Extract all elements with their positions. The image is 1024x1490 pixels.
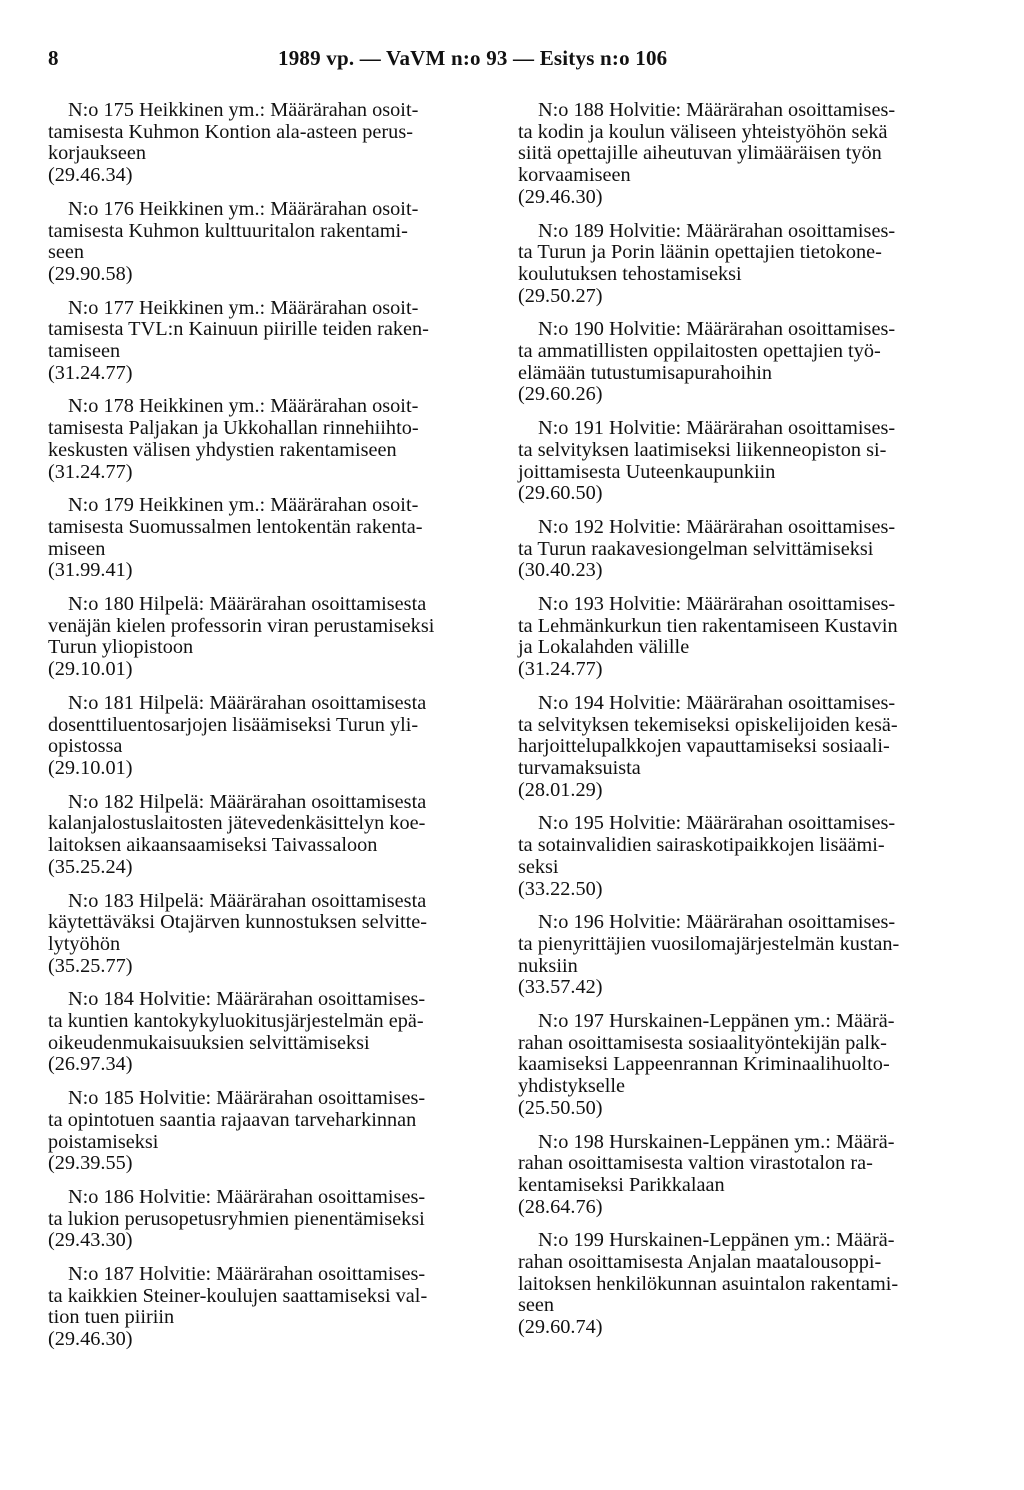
motion-title-line: N:o 178 Heikkinen ym.: Määrärahan osoit-	[68, 395, 419, 418]
motion-title-line: N:o 197 Hurskainen-Leppänen ym.: Määrä-	[538, 1010, 895, 1033]
right-column	[518, 100, 963, 1351]
motion-title-line: yhdistykselle	[518, 1075, 626, 1098]
motion-title-line: lytyöhön	[48, 932, 121, 955]
motion-title	[48, 989, 493, 1054]
budget-item-code: (28.01.29)	[518, 778, 603, 801]
motion-title	[48, 594, 493, 659]
motion-title	[518, 813, 963, 878]
budget-item-code: (29.60.50)	[518, 482, 603, 505]
budget-item-code: (26.97.34)	[48, 1053, 133, 1076]
budget-item-code: (29.46.34)	[48, 164, 133, 187]
motion-title-line: opistossa	[48, 735, 123, 758]
budget-item-code: (25.50.50)	[518, 1096, 603, 1119]
motion-title-line: N:o 180 Hilpelä: Määrärahan osoittamisesta	[68, 593, 427, 616]
motion-title-line: elämään tutustumisapurahoihin	[518, 361, 773, 384]
motion-entry	[48, 693, 493, 780]
motion-title-line: ta Turun ja Porin läänin opettajien tietokone-	[518, 241, 882, 264]
motion-title-line: laitoksen henkilökunnan asuintalon rakentami-	[518, 1272, 899, 1295]
motion-title	[48, 495, 493, 560]
motion-title-line: N:o 181 Hilpelä: Määrärahan osoittamisesta	[68, 691, 427, 714]
motion-title	[518, 594, 963, 659]
motion-title-line: laitoksen aikaansaamiseksi Taivassaloon	[48, 834, 378, 857]
motion-title-line: ta kodin ja koulun väliseen yhteistyöhön sekä	[518, 120, 888, 143]
motion-title	[48, 693, 493, 758]
motion-entry	[518, 517, 963, 582]
motion-title-line: N:o 182 Hilpelä: Määrärahan osoittamisesta	[68, 790, 427, 813]
motion-title-line: turvamaksuista	[518, 756, 641, 779]
page-header	[48, 46, 978, 78]
motion-entry	[518, 1132, 963, 1219]
motion-title	[48, 1088, 493, 1153]
motion-title-line: rahan osoittamisesta valtion virastotalon ra-	[518, 1152, 873, 1175]
budget-item-code: (29.39.55)	[48, 1152, 133, 1175]
motion-title-line: venäjän kielen professorin viran perustamiseksi	[48, 614, 435, 637]
motion-title-line: korvaamiseen	[518, 164, 631, 187]
motion-title	[48, 1187, 493, 1230]
motion-entry	[48, 594, 493, 681]
motion-title-line: N:o 188 Holvitie: Määrärahan osoittamises-	[538, 99, 896, 121]
motion-title-line: N:o 199 Hurskainen-Leppänen ym.: Määrä-	[538, 1229, 895, 1252]
motion-title	[48, 891, 493, 956]
motion-title	[48, 1264, 493, 1329]
motion-title-line: N:o 184 Holvitie: Määrärahan osoittamises-	[68, 988, 426, 1011]
motion-title-line: tamisesta Kuhmon kulttuuritalon rakentami-	[48, 219, 408, 242]
motion-title-line: N:o 193 Holvitie: Määrärahan osoittamises-	[538, 593, 896, 616]
motion-title-line: koulutuksen tehostamiseksi	[518, 262, 742, 285]
motion-entry	[48, 100, 493, 187]
motion-title-line: ta pienyrittäjien vuosilomajärjestelmän kustan-	[518, 932, 900, 955]
motion-title-line: N:o 176 Heikkinen ym.: Määrärahan osoit-	[68, 197, 419, 220]
motion-title	[518, 100, 963, 187]
motion-title	[518, 418, 963, 483]
motion-title-line: seen	[48, 241, 85, 264]
budget-item-code: (31.99.41)	[48, 559, 133, 582]
motion-title-line: tamisesta Paljakan ja Ukkohallan rinnehiihto-	[48, 417, 419, 440]
motion-title-line: ta Lehmänkurkun tien rakentamiseen Kustavin	[518, 614, 898, 637]
motion-title-line: ta selvityksen tekemiseksi opiskelijoiden kesä-	[518, 713, 898, 736]
motion-title-line: N:o 191 Holvitie: Määrärahan osoittamises-	[538, 417, 896, 440]
motion-title-line: korjaukseen	[48, 142, 146, 165]
motion-title-line: poistamiseksi	[48, 1130, 159, 1153]
budget-item-code: (29.43.30)	[48, 1229, 133, 1252]
motion-entry	[48, 199, 493, 286]
motion-title-line: miseen	[48, 537, 106, 560]
motion-title-line: N:o 192 Holvitie: Määrärahan osoittamises-	[538, 515, 896, 538]
budget-item-code: (35.25.77)	[48, 954, 133, 977]
motion-title	[48, 199, 493, 264]
budget-item-code: (29.60.74)	[518, 1316, 603, 1339]
motion-title-line: kentamiseksi Parikkalaan	[518, 1173, 725, 1196]
motion-title	[48, 298, 493, 363]
motion-title	[48, 792, 493, 857]
motion-title-line: N:o 177 Heikkinen ym.: Määrärahan osoit-	[68, 296, 419, 319]
motion-title-line: siitä opettajille aiheutuvan ylimääräisen työn	[518, 142, 882, 165]
motion-entry	[518, 418, 963, 505]
motion-entry	[518, 100, 963, 209]
motion-title-line: rahan osoittamisesta sosiaalityöntekijän palk-	[518, 1031, 887, 1054]
motion-title-line: tamiseen	[48, 340, 121, 363]
running-head: 1989 vp. — VaVM n:o 93 — Esitys n:o 106	[278, 46, 668, 70]
motion-title-line: N:o 179 Heikkinen ym.: Määrärahan osoit-	[68, 494, 419, 517]
motion-title-line: ta ammatillisten oppilaitosten opettajien työ-	[518, 340, 881, 363]
motion-entry	[48, 396, 493, 483]
budget-item-code: (29.46.30)	[48, 1328, 133, 1351]
motion-title	[48, 396, 493, 461]
budget-item-code: (31.24.77)	[48, 460, 133, 483]
budget-item-code: (29.50.27)	[518, 284, 603, 307]
motion-title	[518, 693, 963, 780]
motion-title-line: N:o 196 Holvitie: Määrärahan osoittamises-	[538, 911, 896, 934]
motion-entry	[518, 1230, 963, 1339]
motion-entry	[518, 319, 963, 406]
budget-item-code: (31.24.77)	[518, 658, 603, 681]
motion-entry	[518, 1011, 963, 1120]
motion-title-line: ta kaikkien Steiner-koulujen saattamiseksi val-	[48, 1284, 428, 1307]
motion-title-line: N:o 198 Hurskainen-Leppänen ym.: Määrä-	[538, 1130, 895, 1153]
motion-title-line: N:o 183 Hilpelä: Määrärahan osoittamisesta	[68, 889, 427, 912]
motion-title-line: N:o 195 Holvitie: Määrärahan osoittamises-	[538, 812, 896, 835]
motion-title	[518, 517, 963, 560]
motion-title	[518, 319, 963, 384]
budget-item-code: (29.10.01)	[48, 756, 133, 779]
motion-title-line: ta lukion perusopetusryhmien pienentämiseksi	[48, 1207, 425, 1230]
budget-item-code: (35.25.24)	[48, 855, 133, 878]
motion-title-line: harjoittelupalkkojen vapauttamiseksi sosiaali-	[518, 735, 890, 758]
motion-title-line: seen	[518, 1294, 555, 1317]
budget-item-code: (31.24.77)	[48, 361, 133, 384]
motion-title-line: rahan osoittamisesta Anjalan maatalousoppi-	[518, 1251, 882, 1274]
motion-title-line: N:o 194 Holvitie: Määrärahan osoittamises-	[538, 691, 896, 714]
motion-entry	[48, 792, 493, 879]
budget-item-code: (29.60.26)	[518, 383, 603, 406]
motion-entry	[48, 989, 493, 1076]
motion-entry	[48, 1088, 493, 1175]
budget-item-code: (30.40.23)	[518, 559, 603, 582]
motion-title-line: keskusten välisen yhdystien rakentamiseen	[48, 438, 397, 461]
page-number: 8	[48, 46, 59, 70]
left-column	[48, 100, 493, 1363]
budget-item-code: (33.57.42)	[518, 976, 603, 999]
motion-title-line: ta kuntien kantokykyluokitusjärjestelmän epä-	[48, 1010, 424, 1033]
motion-title-line: dosenttiluentosarjojen lisäämiseksi Turun yli-	[48, 713, 419, 736]
motion-title	[518, 1132, 963, 1197]
motion-title-line: ta sotainvalidien sairaskotipaikkojen lisäämi-	[518, 834, 885, 857]
motion-title	[48, 100, 493, 165]
budget-item-code: (33.22.50)	[518, 877, 603, 900]
motion-title-line: joittamisesta Uuteenkaupunkiin	[518, 460, 776, 483]
motion-title-line: kalanjalostuslaitosten jätevedenkäsittelyn koe-	[48, 812, 426, 835]
motion-title-line: N:o 189 Holvitie: Määrärahan osoittamises-	[538, 219, 896, 242]
motion-entry	[518, 221, 963, 308]
motion-entry	[48, 1187, 493, 1252]
motion-title-line: tion tuen piiriin	[48, 1306, 175, 1329]
motion-title-line: oikeudenmukaisuuksien selvittämiseksi	[48, 1031, 370, 1054]
motion-title-line: N:o 185 Holvitie: Määrärahan osoittamises-	[68, 1087, 426, 1110]
motion-entry	[48, 495, 493, 582]
budget-item-code: (28.64.76)	[518, 1195, 603, 1218]
motion-title	[518, 1230, 963, 1317]
motion-entry	[518, 912, 963, 999]
motion-title-line: seksi	[518, 855, 559, 878]
motion-title-line: ta Turun raakavesiongelman selvittämiseksi	[518, 537, 874, 560]
motion-entry	[48, 1264, 493, 1351]
motion-title-line: ja Lokalahden välille	[518, 636, 690, 659]
motion-title-line: tamisesta Suomussalmen lentokentän rakenta-	[48, 515, 423, 538]
motion-entry	[518, 693, 963, 802]
motion-title	[518, 1011, 963, 1098]
motion-title-line: nuksiin	[518, 954, 578, 977]
motion-title	[518, 912, 963, 977]
motion-entry	[518, 594, 963, 681]
motion-entry	[48, 298, 493, 385]
motion-title-line: tamisesta TVL:n Kainuun piirille teiden raken-	[48, 318, 429, 341]
motion-title-line: Turun yliopistoon	[48, 636, 194, 659]
motion-title	[518, 221, 963, 286]
motion-title-line: N:o 187 Holvitie: Määrärahan osoittamises-	[68, 1263, 426, 1286]
budget-item-code: (29.46.30)	[518, 185, 603, 208]
motion-title-line: kaamiseksi Lappeenrannan Kriminaalihuolto-	[518, 1053, 890, 1076]
motion-title-line: käytettäväksi Otajärven kunnostuksen selvitte-	[48, 911, 428, 934]
budget-item-code: (29.90.58)	[48, 262, 133, 285]
motion-title-line: ta selvityksen laatimiseksi liikenneopiston si-	[518, 438, 887, 461]
motion-title-line: tamisesta Kuhmon Kontion ala-asteen perus-	[48, 120, 413, 143]
motion-entry	[48, 891, 493, 978]
motion-title-line: N:o 175 Heikkinen ym.: Määrärahan osoit-	[68, 99, 419, 121]
budget-item-code: (29.10.01)	[48, 658, 133, 681]
motion-title-line: N:o 190 Holvitie: Määrärahan osoittamises-	[538, 318, 896, 341]
motion-entry	[518, 813, 963, 900]
motion-title-line: ta opintotuen saantia rajaavan tarveharkinnan	[48, 1108, 417, 1131]
motion-title-line: N:o 186 Holvitie: Määrärahan osoittamises-	[68, 1185, 426, 1208]
